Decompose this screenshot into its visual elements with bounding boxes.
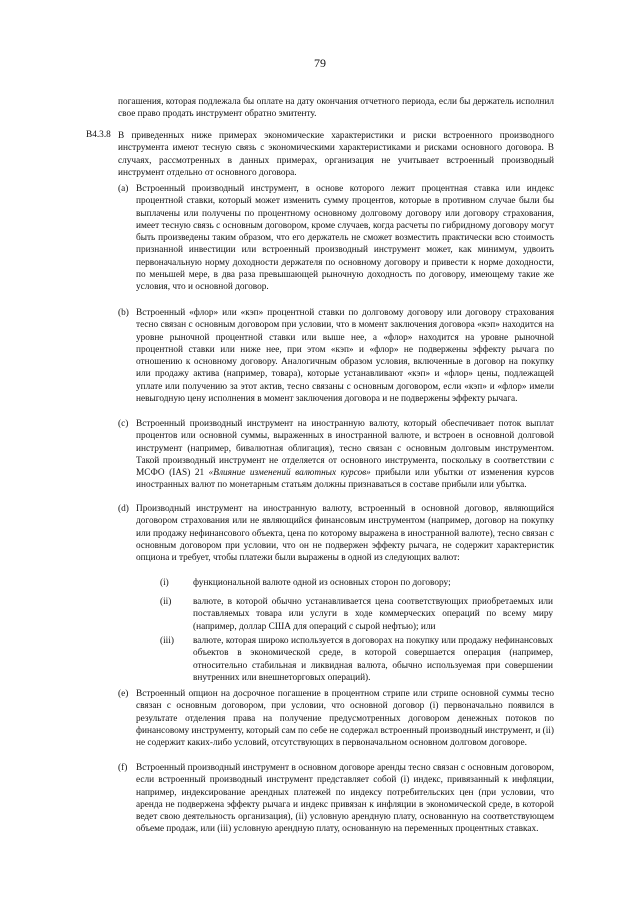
item-label: (c) bbox=[118, 419, 129, 429]
item-text: Встроенный «флор» или «кэп» процентной ставки по долговому договору или договору страхования тесно связан с основным договором при условии, что в момент заключения договора «кэп» находится на уровне рыночной процентной ставки или выше нее, а «флор» находится на уровне рыночной процентной ставки или ниже нее, при этом «кэп» и «флор» не подвержены эффекту рычага по отношению к основному договору. Аналогичным образом условия, включенные в договор на покупку или продажу актива (например, товара), которые устанавливают «кэп» и «флор» цены, подлежащей уплате или получению за этот актив, тесно связаны с основным договором, если «кэп» и «флор» имели невыгодную цену исполнения в момент заключения договора и не подвержены эффекту рычага. bbox=[136, 308, 554, 405]
item-text: Встроенный опцион на досрочное погашение в процентном стрипе или стрипе основной суммы тесно связан с основным договором, при условии, что основной договор (i) первоначально появился в результате отделения права на получение предусмотренных договором денежных потоков по финансовому инструменту, который сам по себе не содержал встроенный производный инструмент, и (ii) не содержит каких-либо условий, отсутствующих в первоначальном основном долговом договоре. bbox=[136, 689, 554, 749]
item-label: (b) bbox=[118, 308, 129, 318]
item-text: Встроенный производный инструмент на иностранную валюту, который обеспечивает поток выплат процентов или основной суммы, выраженных в иностранной валюте, и встроен в основной долговой инструмент (например, бивалютная облигация), тесно связан с основным долговым инструментом. Такой производный инструмент не отделяется от основного инструмента, поскольку в соответствии с МСФО (IAS) 21 «Влияние изменений валютных курсов» прибыли или убытки от изменения курсов иностранных валют по монетарным статьям должны признаваться в составе прибыли или убытка. bbox=[136, 419, 554, 491]
item-text: Встроенный производный инструмент в основном договоре аренды тесно связан с основным договором, если встроенный производный инструмент представляет собой (i) индекс, привязанный к инфляции, например, индексирование арендных платежей по индексу потребительских цен (при условии, что аренда не подвержена эффекту рычага и индекс привязан к инфляции в экономической среде, в которой ведет свою деятельность организация), (ii) условную арендную плату, основанную на соответствующем объеме продаж, или (iii) условную арендную плату, основанную на переменных процентных ставках. bbox=[136, 763, 554, 835]
sub-item-label: (i) bbox=[160, 578, 169, 588]
item-label: (d) bbox=[118, 504, 129, 514]
page-number: 79 bbox=[314, 56, 326, 70]
continued-paragraph: погашения, которая подлежала бы оплате на дату окончания отчетного периода, если бы держатель исполнил свое право продать инструмент обратно эмитенту. bbox=[118, 97, 554, 120]
item-label: (a) bbox=[118, 184, 129, 194]
section-intro: В приведенных ниже примерах экономические характеристики и риски встроенного производного инструмента имеют тесную связь с экономическими характеристиками и рисками основного договора. В случаях, рассмотренных в данных примерах, организация не учитывает встроенный производный инструмент отдельно от основного договора. bbox=[118, 131, 554, 178]
sub-item-text: валюте, в которой обычно устанавливается цена соответствующих приобретаемых или поставляемых товара или услуги в ходе коммерческих операций по всему миру (например, доллар США для операций с сырой нефтью); или bbox=[193, 597, 553, 632]
sub-item-text: функциональной валюте одной из основных сторон по договору; bbox=[193, 578, 451, 588]
sub-item-text: валюте, которая широко используется в договорах на покупку или продажу нефинансовых объектов в экономической среде, в которой совершается операция (например, относительно стабильная и ликвидная валюта, обычно используемая при совершении внутренних или внешнеторговых операций). bbox=[193, 636, 553, 683]
standard-title: «Влияние изменений валютных курсов» bbox=[208, 468, 371, 479]
sub-item-label: (iii) bbox=[160, 636, 174, 646]
item-label: (f) bbox=[118, 763, 128, 773]
item-text: Встроенный производный инструмент, в основе которого лежит процентная ставка или индекс процентной ставки, который может изменить сумму процентов, которые в противном случае были бы выплачены или получены по процентному основному долговому договору или договору страхования, имеет тесную связь с основным договором, кроме случаев, когда расчеты по гибридному договору могут быть произведены таким образом, что его держатель не сможет возместить практически всю стоимость признанной инвестиции или встроенный производный инструмент может, как минимум, удвоить первоначальную норму доходности держателя по основному договору и привести к норме доходности, по меньшей мере, в два раза превышающей рыночную доходность по договору, имеющему такие же условия, что и основной договор. bbox=[136, 184, 554, 293]
sub-item-label: (ii) bbox=[160, 597, 172, 607]
section-number: B4.3.8 bbox=[86, 130, 111, 140]
item-text: Производный инструмент на иностранную валюту, встроенный в основной договор, являющийся договором страхования или не являющийся финансовым инструментом (например, договор на покупку или продажу нефинансового объекта, цена по которому выражена в иностранной валюте), тесно связан с основным договором при условии, что он не подвержен эффекту рычага, не содержит характеристик опциона и требует, чтобы платежи были выражены в одной из следующих валют: bbox=[136, 504, 554, 564]
item-label: (e) bbox=[118, 689, 129, 699]
